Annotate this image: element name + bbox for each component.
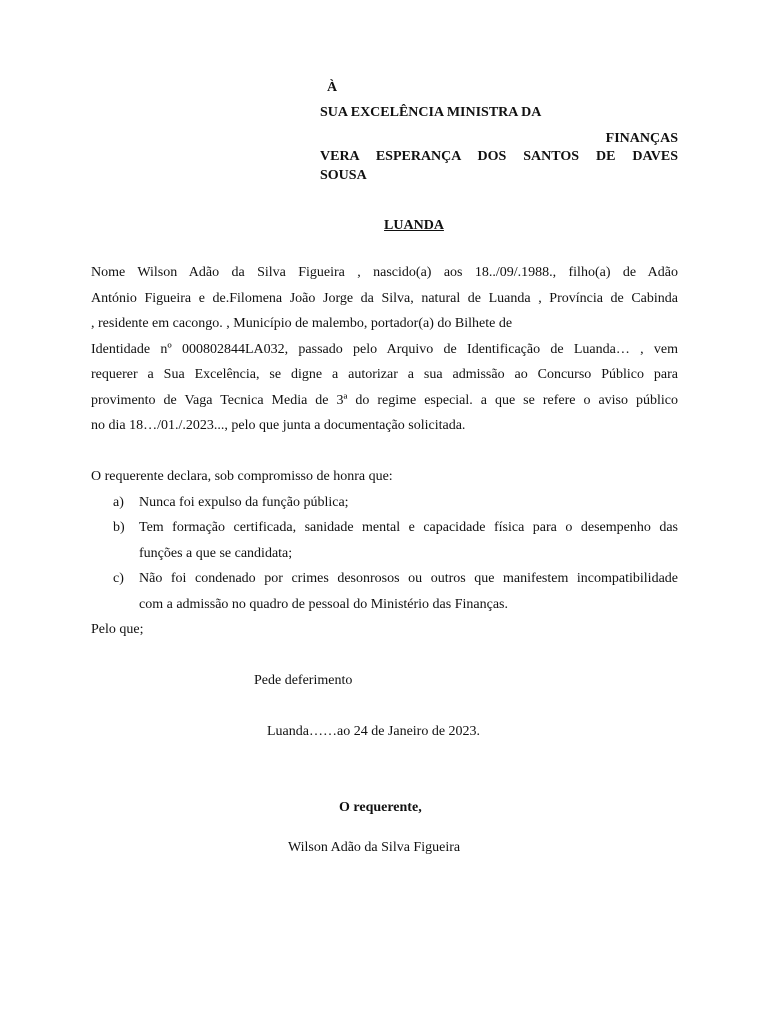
- body-line: requerer a Sua Excelência, se digne a autorizar a sua admissão ao Concurso Público para: [91, 367, 678, 382]
- place-date: Luanda……ao 24 de Janeiro de 2023.: [267, 724, 481, 739]
- body-line: Nome Wilson Adão da Silva Figueira , nascido(a) aos 18../09/.1988., filho(a) de Adão: [91, 265, 678, 280]
- list-item-line: com a admissão no quadro de pessoal do Ministério das Finanças.: [139, 597, 508, 612]
- list-item-line: Nunca foi expulso da função pública;: [139, 495, 349, 510]
- city-heading: LUANDA: [384, 218, 444, 233]
- list-item-line: funções a que se candidata;: [139, 546, 293, 561]
- address-line-1: SUA EXCELÊNCIA MINISTRA DA: [320, 105, 542, 120]
- address-line-2: FINANÇAS: [605, 131, 678, 146]
- list-marker: a): [113, 495, 124, 510]
- address-line-3: VERA ESPERANÇA DOS SANTOS DE DAVES: [320, 149, 678, 164]
- body-line: no dia 18…/01./.2023..., pelo que junta a documentação solicitada.: [91, 418, 466, 433]
- declaration-intro: O requerente declara, sob compromisso de honra que:: [91, 469, 393, 484]
- body-line: , residente em cacongo. , Município de malembo, portador(a) do Bilhete de: [91, 316, 513, 331]
- body-line: Identidade nº 000802844LA032, passado pelo Arquivo de Identificação de Luanda… , vem: [91, 342, 678, 357]
- list-item-line: Tem formação certificada, sanidade mental e capacidade física para o desempenho das: [139, 520, 678, 535]
- signature-name: Wilson Adão da Silva Figueira: [288, 840, 461, 855]
- list-marker: c): [113, 571, 124, 586]
- body-line: António Figueira e de.Filomena João Jorge da Silva, natural de Luanda , Província de Cabinda: [91, 291, 678, 306]
- signature-label: O requerente,: [339, 800, 422, 815]
- list-marker: b): [113, 520, 125, 535]
- request-text: Pede deferimento: [254, 673, 353, 688]
- body-line: provimento de Vaga Tecnica Media de 3ª do regime especial. a que se refere o aviso público: [91, 393, 678, 408]
- address-line-4: SOUSA: [320, 168, 367, 183]
- declaration-closing: Pelo que;: [91, 622, 144, 637]
- list-item-line: Não foi condenado por crimes desonrosos ou outros que manifestem incompatibilidade: [139, 571, 678, 586]
- address-prefix: À: [327, 80, 338, 95]
